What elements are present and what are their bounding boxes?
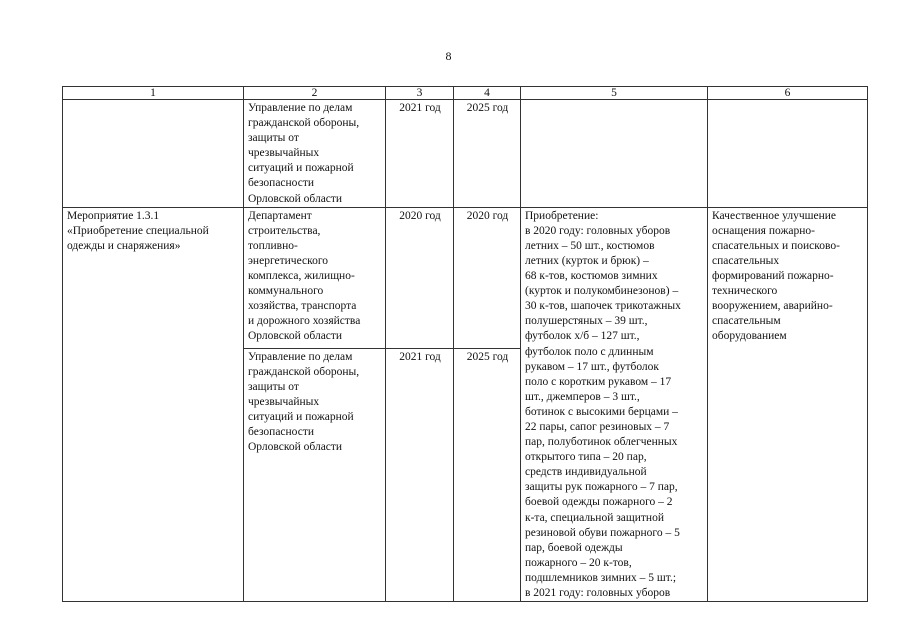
text-line: шт., джемперов – 3 шт.,: [525, 390, 640, 403]
header-col-4: 4: [454, 87, 521, 100]
text-line: ботинок с высокими берцами –: [525, 405, 678, 418]
text-line: Мероприятие 1.3.1: [67, 209, 160, 222]
row1-start-year: 2021 год: [386, 100, 454, 208]
text-line: «Приобретение специальной: [67, 224, 209, 237]
text-line: оборудованием: [712, 330, 787, 343]
text-line: защиты рук пожарного – 7 пар,: [525, 481, 678, 494]
text-line: средств индивидуальной: [525, 466, 647, 479]
text-line: оснащения пожарно-: [712, 224, 815, 237]
row2-responsible: [244, 207, 386, 348]
row3-start-year: 2021 год: [386, 348, 454, 602]
row1-col6-empty: [708, 100, 868, 208]
text-line: спасательных: [712, 254, 780, 267]
text-line: защиты от: [248, 132, 299, 145]
text-line: чрезвычайных: [248, 147, 320, 160]
text-line: Управление по делам: [248, 350, 353, 363]
header-col-3: 3: [386, 87, 454, 100]
text-line: топливно-: [248, 239, 298, 252]
text-line: футболок поло с длинным: [525, 345, 654, 358]
text-line: 30 к-тов, шапочек трикотажных: [525, 300, 681, 313]
text-line: пар, полуботинок облегченных: [525, 436, 678, 449]
table-header-row: [63, 87, 868, 100]
text-line: коммунального: [248, 285, 324, 298]
text-line: к-та, специальной защитной: [525, 511, 664, 524]
header-col-6: 6: [708, 87, 868, 100]
row1-col5-empty: [521, 100, 708, 208]
row1-responsible: [244, 100, 386, 208]
text-line: 22 пары, сапог резиновых – 7: [525, 420, 670, 433]
text-line: строительства,: [248, 224, 321, 237]
text-line: комплекса, жилищно-: [248, 270, 355, 283]
text-line: гражданской обороны,: [248, 365, 360, 378]
text-line: Департамент: [248, 209, 312, 222]
measure-title: [63, 207, 244, 601]
text-line: ситуаций и пожарной: [248, 410, 354, 423]
text-line: защиты от: [248, 380, 299, 393]
text-line: безопасности: [248, 426, 315, 439]
text-line: рукавом – 17 шт., футболок: [525, 360, 660, 373]
text-line: летних – 50 шт., костюмов: [525, 239, 655, 252]
header-col-5: 5: [521, 87, 708, 100]
text-line: чрезвычайных: [248, 395, 320, 408]
text-line: пожарного – 20 к-тов,: [525, 556, 632, 569]
text-line: в 2020 году: головных уборов: [525, 224, 671, 237]
text-line: спасательных и поисково-: [712, 239, 840, 252]
header-col-1: 1: [63, 87, 244, 100]
text-line: Орловской области: [248, 441, 343, 454]
text-line: Управление по делам: [248, 102, 353, 114]
text-line: одежды и снаряжения»: [67, 239, 181, 252]
text-line: полушерстяных – 39 шт.,: [525, 315, 648, 328]
row3-end-year: 2025 год: [454, 348, 521, 602]
text-line: в 2021 году: головных уборов: [525, 587, 671, 599]
text-line: ситуаций и пожарной: [248, 162, 354, 175]
row1-col1-empty: [63, 100, 244, 208]
text-line: формирований пожарно-: [712, 270, 834, 283]
text-line: пар, боевой одежды: [525, 541, 623, 554]
text-line: технического: [712, 285, 778, 298]
text-line: гражданской обороны,: [248, 117, 360, 130]
text-line: энергетического: [248, 254, 329, 267]
table-row: [63, 207, 868, 348]
text-line: резиновой обуви пожарного – 5: [525, 526, 680, 539]
text-line: Орловской области: [248, 330, 343, 343]
row3-responsible: [244, 348, 386, 602]
text-line: вооружением, аварийно-: [712, 300, 833, 313]
text-line: и дорожного хозяйства: [248, 315, 361, 328]
text-line: спасательным: [712, 315, 781, 328]
text-line: футболок х/б – 127 шт.,: [525, 330, 640, 343]
text-line: 68 к-тов, костюмов зимних: [525, 270, 658, 283]
text-line: безопасности: [248, 177, 315, 190]
text-line: Качественное улучшение: [712, 209, 837, 222]
expected-result: [708, 207, 868, 601]
table-row: [63, 100, 868, 208]
row2-start-year: 2020 год: [386, 207, 454, 348]
page-number: 8: [445, 49, 452, 63]
text-line: Орловской области: [248, 192, 343, 205]
text-line: хозяйства, транспорта: [248, 300, 357, 313]
text-line: Приобретение:: [525, 209, 599, 222]
text-line: открытого типа – 20 пар,: [525, 451, 647, 464]
purchase-description: [521, 207, 708, 601]
row2-end-year: 2020 год: [454, 207, 521, 348]
row1-end-year: 2025 год: [454, 100, 521, 208]
text-line: подшлемников зимних – 5 шт.;: [525, 571, 677, 584]
measures-table: [62, 86, 868, 602]
text-line: летних (курток и брюк) –: [525, 254, 649, 267]
text-line: (курток и полукомбинезонов) –: [525, 285, 679, 298]
text-line: поло с коротким рукавом – 17: [525, 375, 672, 388]
header-col-2: 2: [244, 87, 386, 100]
text-line: боевой одежды пожарного – 2: [525, 496, 673, 509]
